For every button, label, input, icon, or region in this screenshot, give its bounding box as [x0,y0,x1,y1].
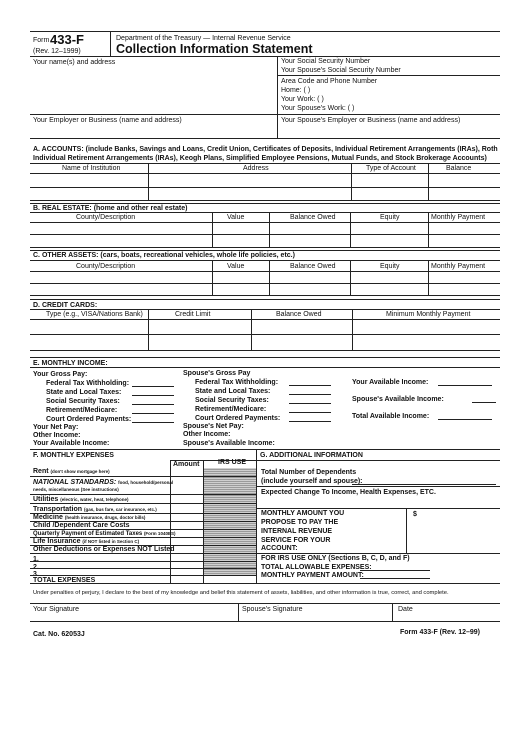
col-county-description: County/Description [76,214,136,221]
col-equity: Equity [380,263,400,270]
col-type-of-account: Type of Account [366,165,416,172]
total-available-label: Total Available Income: [352,413,430,420]
spouse-available-label: Spouse's Available Income: [183,440,275,447]
spouse-state-label: State and Local Taxes: [195,388,271,395]
dollar-sign[interactable]: $ [413,511,417,518]
spouse-other-income-label: Other Income: [183,431,231,438]
monthly-amount-label-3: INTERNAL REVENUE [261,528,333,535]
rent-row[interactable] [30,476,256,477]
work-phone-field[interactable]: Your Work: ( ) [281,96,324,103]
ss-tax-label: Social Security Taxes: [46,398,120,405]
col-balance-owed: Balance Owed [290,214,336,221]
section-g-title: G. ADDITIONAL INFORMATION [260,452,363,459]
monthly-amount-label-4: SERVICE FOR YOUR [261,537,331,544]
other-income-label: Other Income: [33,432,81,439]
spouse-available-total-label: Spouse's Available Income: [352,396,444,403]
employer-field[interactable]: Your Employer or Business (name and address) [33,117,182,124]
court-payments-label: Court Ordered Payments: [46,416,132,423]
agency-name: Department of the Treasury — Internal Revenue Service [116,35,291,42]
col-monthly-payment: Monthly Payment [431,263,486,270]
col-name-of-institution: Name of Institution [62,165,121,172]
your-available-total-field[interactable] [438,379,492,386]
spouse-employer-field[interactable]: Your Spouse's Employer or Business (name and address) [281,117,461,124]
available-income-label: Your Available Income: [33,440,110,447]
section-d-title: D. CREDIT CARDS: [33,302,98,309]
dependents-field[interactable] [352,478,496,485]
total-expenses-label: TOTAL EXPENSES [33,577,96,584]
section-b-title: B. REAL ESTATE: (home and other real estate) [33,205,188,212]
col-balance: Balance [446,165,472,172]
table-row[interactable] [30,234,500,235]
irs-use-col-header: IRS USE [218,459,247,466]
other-expense-3[interactable]: 3. [33,571,39,578]
life-insurance-label: Life Insurance (if NOT listed in Section C) [33,538,140,545]
form-title: Collection Information Statement [116,42,313,56]
monthly-amount-label-2: PROPOSE TO PAY THE [261,519,339,526]
dependents-label-2: (include yourself and spouse): [261,478,363,485]
total-available-field[interactable] [438,413,492,420]
dependents-label: Total Number of Dependents [261,469,357,476]
form-label: Form [33,37,50,44]
monthly-payment-label: MONTHLY PAYMENT AMOUNT: [261,572,364,579]
utilities-row[interactable] [30,503,256,504]
col-card-type: Type (e.g., VISA/Nations Bank) [46,311,143,318]
spouse-ss-label: Social Security Taxes: [195,397,269,404]
spouse-signature-field[interactable]: Spouse's Signature [242,606,303,613]
section-f-title: F. MONTHLY EXPENSES [33,452,114,459]
retirement-label: Retirement/Medicare: [46,407,118,414]
amount-col-header: Amount [173,461,200,468]
section-e-title: E. MONTHLY INCOME: [33,360,108,367]
form-header [0,0,530,60]
col-balance-owed: Balance Owed [276,311,322,318]
table-row[interactable] [30,283,500,284]
table-row[interactable] [30,187,500,188]
catalog-number: Cat. No. 62053J [33,631,85,638]
gross-pay-label: Your Gross Pay: [33,371,88,378]
penalty-statement: Under penalties of perjury, I declare to the best of my knowledge and belief this statement of assets, liabilities, and other information is true, correct, and complete. [33,590,449,596]
col-county-description: County/Description [76,263,136,270]
form-revision: (Rev. 12–1999) [33,48,81,55]
transportation-label: Transportation (gas, bus fare, car insurance, etc.) [33,506,157,513]
other-expense-1[interactable]: 1. [33,556,39,563]
table-row[interactable] [30,334,500,335]
state-tax-label: State and Local Taxes: [46,389,122,396]
total-allowable-field[interactable] [360,564,430,571]
spouse-retirement-field[interactable] [289,406,331,413]
ssn-field[interactable]: Your Social Security Number [281,58,371,65]
header-divider [110,31,111,56]
form-reference: Form 433-F (Rev. 12–99) [400,629,481,636]
spouse-work-phone-field[interactable]: Your Spouse's Work: ( ) [281,105,355,112]
monthly-payment-field[interactable] [360,572,430,579]
spouse-state-field[interactable] [289,388,331,395]
monthly-amount-label-5: ACCOUNT: [261,545,298,552]
your-available-total-label: Your Available Income: [352,379,429,386]
spouse-court-label: Court Ordered Payments: [195,415,281,422]
national-standards-row[interactable] [30,494,256,495]
federal-tax-label: Federal Tax Withholding: [46,380,130,387]
quarterly-taxes-label: Quarterly Payment of Estimated Taxes (Form 1040ES) [33,531,176,537]
col-balance-owed: Balance Owed [290,263,336,270]
section-a-desc: Individual Retirement Arrangements (IRAs), Keogh Plans, Simplified Employee Pensions, Mutual Funds, and Stock Brokerage Accounts) [33,155,487,162]
home-phone-field[interactable]: Home: ( ) [281,87,311,94]
col-credit-limit: Credit Limit [175,311,211,318]
spouse-available-total-field[interactable] [472,396,496,403]
child-care-row[interactable] [30,529,256,530]
irs-use-only-label: FOR IRS USE ONLY (Sections B, C, D, and F) [261,555,410,562]
utilities-label: Utilities (electric, water, heat, telephone) [33,496,129,503]
header-top-rule [30,31,500,32]
expected-change-label: Expected Change To Income, Health Expenses, ETC. [261,489,436,496]
national-standards-label: NATIONAL STANDARDS: food, household/personal [33,479,174,486]
ss-tax-field[interactable] [132,398,174,405]
col-equity: Equity [380,214,400,221]
other-expense-2[interactable]: 2. [33,564,39,571]
col-minimum-payment: Minimum Monthly Payment [386,311,471,318]
retirement-field[interactable] [132,407,174,414]
total-allowable-label: TOTAL ALLOWABLE EXPENSES: [261,564,372,571]
section-c-title: C. OTHER ASSETS: (cars, boats, recreational vehicles, whole life policies, etc.) [33,252,295,259]
spouse-federal-label: Federal Tax Withholding: [195,379,279,386]
section-a-title: A. ACCOUNTS: (include Banks, Savings and Loans, Credit Union, Certificates of Deposits, Individual Retirement Arrangements (IRAs), Roth [33,146,498,153]
spouse-gross-pay-label: Spouse's Gross Pay [183,370,251,377]
spouse-retirement-label: Retirement/Medicare: [195,406,267,413]
names-address-field[interactable]: Your name(s) and address [33,59,116,66]
date-field[interactable]: Date [398,606,413,613]
spouse-federal-field[interactable] [289,379,331,386]
court-payments-field[interactable] [132,416,174,423]
form-number: 433-F [50,32,84,47]
col-address: Address [243,165,269,172]
spouse-ss-field[interactable] [289,397,331,404]
area-code-phone-label: Area Code and Phone Number [281,78,378,85]
spouse-net-pay-label: Spouse's Net Pay: [183,423,244,430]
other-deductions-label: Other Deductions or Expenses NOT Listed [33,546,175,553]
your-signature-field[interactable]: Your Signature [33,606,80,613]
state-tax-field[interactable] [132,389,174,396]
rent-label: Rent (don't show mortgage here) [33,468,110,475]
col-value: Value [227,214,245,221]
net-pay-label: Your Net Pay: [33,424,79,431]
child-care-label: Child /Dependent Care Costs [33,522,130,529]
federal-tax-field[interactable] [132,380,174,387]
col-monthly-payment: Monthly Payment [431,214,486,221]
medicine-label: Medicine (health insurance, drugs, doctor bills) [33,514,146,521]
national-standards-note: needs, miscellaneous (See instructions) [33,487,119,492]
spouse-court-field[interactable] [289,415,331,422]
monthly-amount-label-1: MONTHLY AMOUNT YOU [261,510,345,517]
col-value: Value [227,263,245,270]
spouse-ssn-field[interactable]: Your Spouse's Social Security Number [281,67,401,74]
